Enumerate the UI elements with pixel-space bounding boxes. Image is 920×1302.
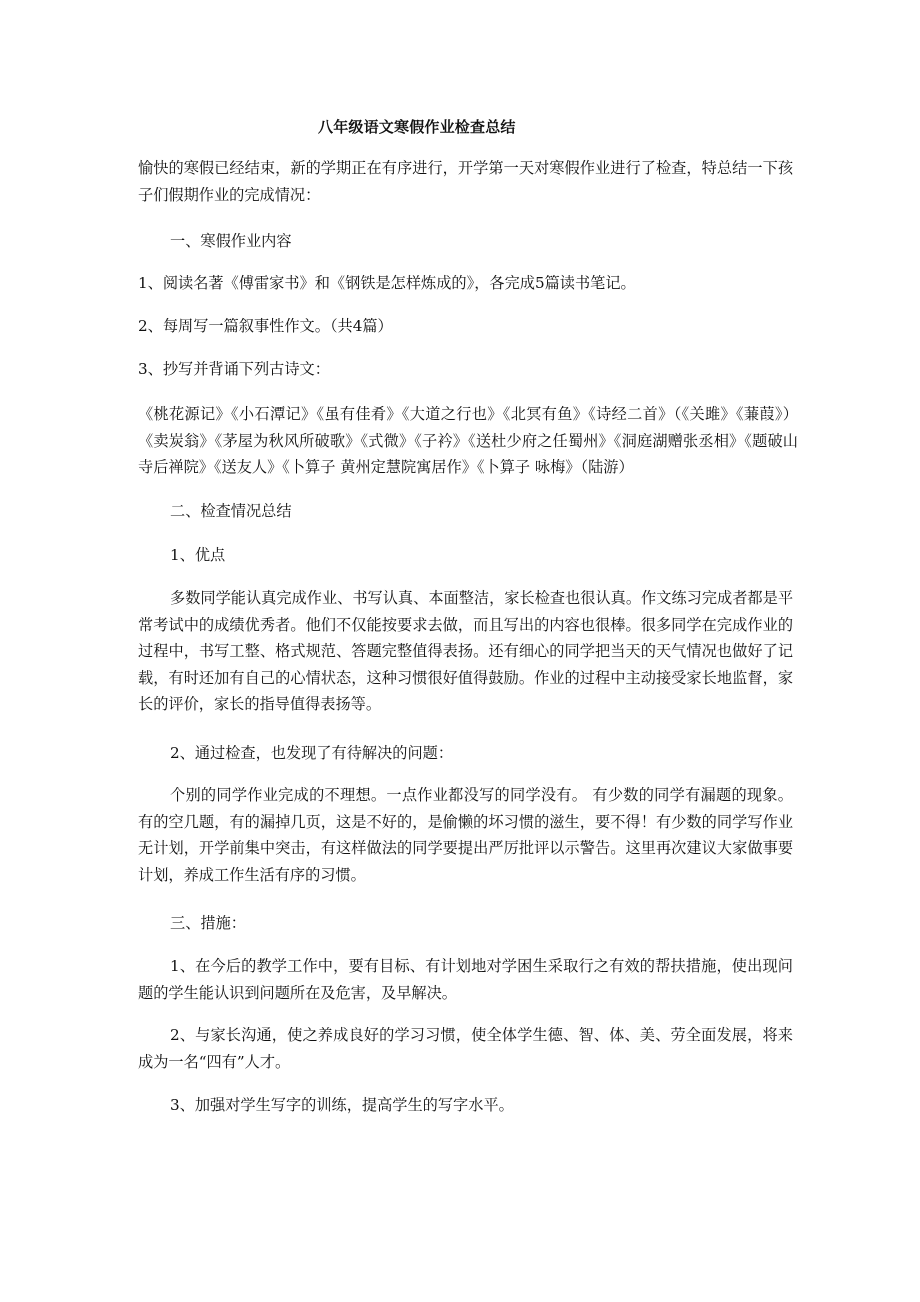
section-heading-content: 一、寒假作业内容 [170,232,292,250]
strengths-paragraph: 多数同学能认真完成作业、书写认真、本面整洁，家长检查也很认真。作文练习完成者都是平常考试中的成绩优秀者。他们不仅能按要求去做，而且写出的内容也很棒。很多同学在完成作业的过程中，书写工整、格式规范、答题完整值得表扬。还有细心的同学把当天的天气情况也做好了记载，有时还加有自己的心情状态，这种习惯很好值得鼓励。作业的过程中主动接受家长地监督，家长的评价，家长的指导值得表扬等。 [138,589,793,713]
intro-paragraph: 愉快的寒假已经结束，新的学期正在有序进行，开学第一天对寒假作业进行了检查，特总结一下孩子们假期作业的完成情况： [138,159,793,204]
problems-paragraph: 个别的同学作业完成的不理想。一点作业都没写的同学没有。 有少数的同学有漏题的现象。有的空几题，有的漏掉几页，这是不好的，是偷懒的坏习惯的滋生，要不得！有少数的同学写作业无计划，开学前集中突击，有这样做法的同学要提出严厉批评以示警告。这里再次建议大家做事要计划，养成工作生活有序的习惯。 [138,786,793,884]
list-item: 3、抄写并背诵下列古诗文： [138,360,330,378]
section-heading-summary: 二、检查情况总结 [170,502,292,520]
section-heading-measures: 三、措施： [170,914,246,932]
poem-list: 《桃花源记》《小石潭记》《虽有佳肴》《大道之行也》《北冥有鱼》《诗经二首》（《关雎》《蒹葭》）《卖炭翁》《茅屋为秋风所破歌》《式微》《子衿》《送杜少府之任蜀州》《洞庭湖赠张丞相》《题破山寺后禅院》《送友人》《卜算子 黄州定慧院寓居作》《卜算子 咏梅》（陆游） [138,405,798,476]
subheading-strengths: 1、优点 [170,546,226,564]
measure-item: 2、与家长沟通，使之养成良好的学习习惯，使全体学生德、智、体、美、劳全面发展，将来成为一名“四有”人才。 [138,1026,793,1071]
list-item: 1、阅读名著《傅雷家书》和《钢铁是怎样炼成的》，各完成5篇读书笔记。 [138,274,636,292]
measure-item: 1、在今后的教学工作中，要有目标、有计划地对学困生采取行之有效的帮扶措施，使出现问题的学生能认识到问题所在及危害，及早解决。 [138,957,793,1002]
document-title: 八年级语文寒假作业检查总结 [318,118,516,136]
list-item: 2、每周写一篇叙事性作文。（共4篇） [138,317,393,335]
measure-item: 3、加强对学生写字的训练，提高学生的写字水平。 [170,1096,514,1114]
subheading-problems: 2、通过检查，也发现了有待解决的问题： [170,744,454,762]
